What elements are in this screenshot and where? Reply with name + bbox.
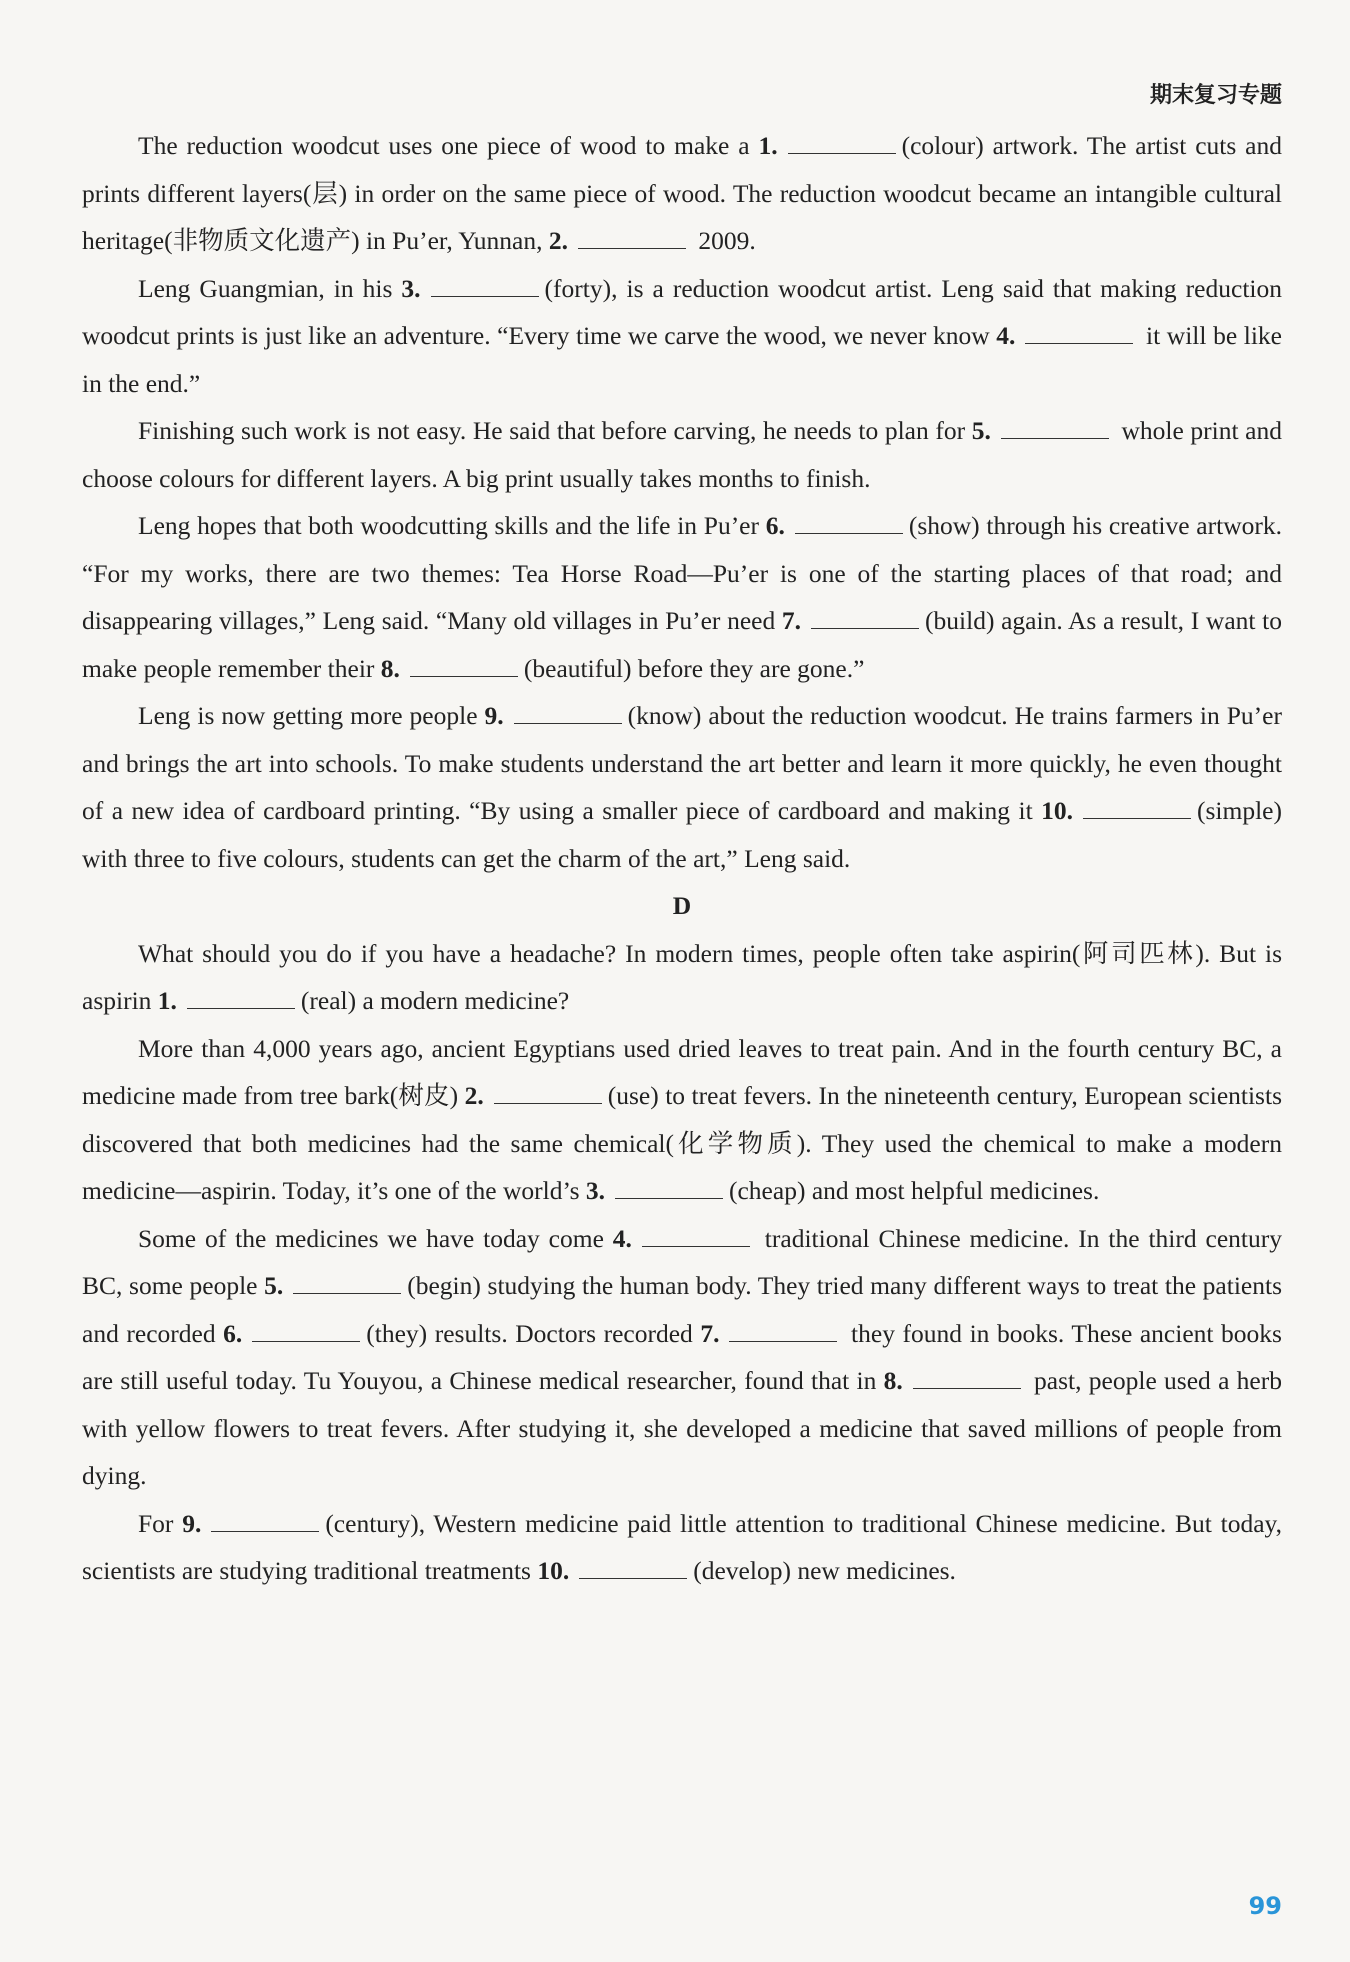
passage-text: (century), Western medicine paid little attention to traditional Chinese medicine. But today, scientists are studying traditional treatments bbox=[82, 1508, 1282, 1585]
passage-text: it will be like in the end.” bbox=[82, 321, 1282, 398]
section-c-paragraph bbox=[82, 265, 1282, 408]
answer-blank[interactable] bbox=[1001, 411, 1109, 439]
question-number: 8. bbox=[380, 653, 400, 683]
passage-text: (know) about the reduction woodcut. He trains farmers in Pu’er and brings the art into schools. To make students understand the art better and learn it more quickly, he even thought of a new idea of cardboard printing. “By using a smaller piece of cardboard and making it bbox=[82, 701, 1282, 825]
answer-blank[interactable] bbox=[811, 601, 919, 629]
passage-text: (forty), is a reduction woodcut artist. Leng said that making reduction woodcut prints is just like an adventure. “Every time we carve the wood, we never know bbox=[82, 273, 1282, 350]
section-d-passage bbox=[82, 930, 1282, 1595]
question-number: 2. bbox=[464, 1081, 484, 1110]
passage-text: What should you do if you have a headache? In modern times, people often take aspirin(阿司匹林). But is aspirin bbox=[82, 938, 1282, 1015]
answer-blank[interactable] bbox=[1025, 316, 1133, 344]
passage-text: Leng is now getting more people bbox=[138, 701, 485, 730]
page-header: 期末复习专题 bbox=[1149, 83, 1282, 108]
question-number: 9. bbox=[182, 1508, 202, 1538]
passage-text: The reduction woodcut uses one piece of wood to make a bbox=[138, 131, 759, 160]
passage-text: Some of the medicines we have today come bbox=[138, 1223, 613, 1253]
section-c-paragraph bbox=[82, 122, 1282, 265]
question-number: 5. bbox=[971, 416, 991, 445]
passage-text: (use) to treat fevers. In the nineteenth century, European scientists discovered that both medicines had the same chemical(化学物质). They used the chemical to make a modern medicine—aspirin. Today, it’s one of the world’s bbox=[82, 1081, 1282, 1205]
passage-text: past, people used a herb with yellow flowers to treat fevers. After studying it, she developed a medicine that saved millions of people from dying. bbox=[82, 1366, 1282, 1490]
answer-blank[interactable] bbox=[252, 1314, 360, 1342]
answer-blank[interactable] bbox=[187, 981, 295, 1009]
question-number: 1. bbox=[157, 986, 177, 1015]
passage-text: traditional Chinese medicine. In the third century BC, some people bbox=[82, 1223, 1282, 1300]
question-number: 3. bbox=[401, 273, 421, 303]
section-d-paragraph bbox=[82, 1025, 1282, 1215]
section-d-paragraph bbox=[82, 1500, 1282, 1595]
question-number: 3. bbox=[585, 1176, 605, 1205]
section-d-title: D bbox=[672, 891, 692, 920]
passage-text: Finishing such work is not easy. He said that before carving, he needs to plan for bbox=[138, 416, 972, 445]
question-number: 4. bbox=[996, 321, 1016, 350]
question-number: 10. bbox=[537, 1556, 570, 1585]
page-number: 99 bbox=[1248, 1892, 1282, 1920]
passage-text: More than 4,000 years ago, ancient Egyptians used dried leaves to treat pain. And in the fourth century BC, a medicine made from tree bark(树皮) bbox=[82, 1033, 1282, 1110]
passage-text: (show) through his creative artwork. “For my works, there are two themes: Tea Horse Road—Pu’er is one of the starting places of that road; and disappearing villages,” Leng said. “Many old villages in Pu’er need bbox=[82, 511, 1282, 635]
answer-blank[interactable] bbox=[494, 1076, 602, 1104]
answer-blank[interactable] bbox=[578, 221, 686, 249]
page-content bbox=[82, 0, 1282, 1595]
passage-text: (begin) studying the human body. They tried many different ways to treat the patients and recorded bbox=[82, 1271, 1282, 1348]
question-number: 7. bbox=[781, 606, 802, 635]
section-c-passage bbox=[82, 122, 1282, 882]
answer-blank[interactable] bbox=[788, 126, 896, 154]
answer-blank[interactable] bbox=[729, 1314, 837, 1342]
passage-text: whole print and choose colours for different layers. A big print usually takes months to finish. bbox=[82, 416, 1282, 493]
question-number: 7. bbox=[700, 1318, 720, 1348]
section-d-paragraph bbox=[82, 930, 1282, 1025]
passage-text: For bbox=[138, 1508, 183, 1538]
question-number: 10. bbox=[1041, 796, 1074, 825]
passage-text: (develop) new medicines. bbox=[693, 1556, 956, 1585]
answer-blank[interactable] bbox=[293, 1266, 401, 1294]
section-c-paragraph bbox=[82, 407, 1282, 502]
answer-blank[interactable] bbox=[795, 506, 903, 534]
answer-blank[interactable] bbox=[1083, 791, 1191, 819]
answer-blank[interactable] bbox=[615, 1171, 723, 1199]
answer-blank[interactable] bbox=[579, 1551, 687, 1579]
question-number: 4. bbox=[612, 1223, 632, 1253]
section-c-paragraph bbox=[82, 692, 1282, 882]
question-number: 1. bbox=[758, 131, 778, 160]
passage-text: Leng Guangmian, in his bbox=[138, 273, 402, 303]
section-d-paragraph bbox=[82, 1215, 1282, 1500]
question-number: 2. bbox=[548, 226, 568, 255]
answer-blank[interactable] bbox=[642, 1219, 750, 1247]
answer-blank[interactable] bbox=[211, 1504, 319, 1532]
passage-text: Leng hopes that both woodcutting skills and the life in Pu’er bbox=[138, 511, 766, 540]
passage-text: they found in books. These ancient books are still useful today. Tu Youyou, a Chinese medical researcher, found that in bbox=[82, 1318, 1282, 1395]
question-number: 8. bbox=[883, 1366, 903, 1395]
question-number: 5. bbox=[264, 1271, 284, 1300]
passage-text: (cheap) and most helpful medicines. bbox=[729, 1176, 1100, 1205]
passage-text: (real) a modern medicine? bbox=[300, 986, 570, 1015]
answer-blank[interactable] bbox=[913, 1361, 1021, 1389]
passage-text: (beautiful) before they are gone.” bbox=[523, 653, 865, 683]
section-c-paragraph bbox=[82, 502, 1282, 692]
passage-text: (colour) artwork. The artist cuts and prints different layers(层) in order on the same piece of wood. The reduction woodcut became an intangible cultural heritage(非物质文化遗产) in Pu’er, Yunnan, bbox=[82, 131, 1282, 255]
answer-blank[interactable] bbox=[410, 649, 518, 677]
question-number: 6. bbox=[765, 511, 785, 540]
question-number: 9. bbox=[484, 701, 504, 730]
answer-blank[interactable] bbox=[431, 269, 539, 297]
answer-blank[interactable] bbox=[514, 696, 622, 724]
passage-text: (simple) with three to five colours, students can get the charm of the art,” Leng said. bbox=[82, 796, 1282, 873]
passage-text: (they) results. Doctors recorded bbox=[366, 1318, 701, 1348]
passage-text: (build) again. As a result, I want to make people remember their bbox=[82, 606, 1282, 683]
question-number: 6. bbox=[223, 1318, 243, 1348]
passage-text: 2009. bbox=[691, 226, 756, 255]
